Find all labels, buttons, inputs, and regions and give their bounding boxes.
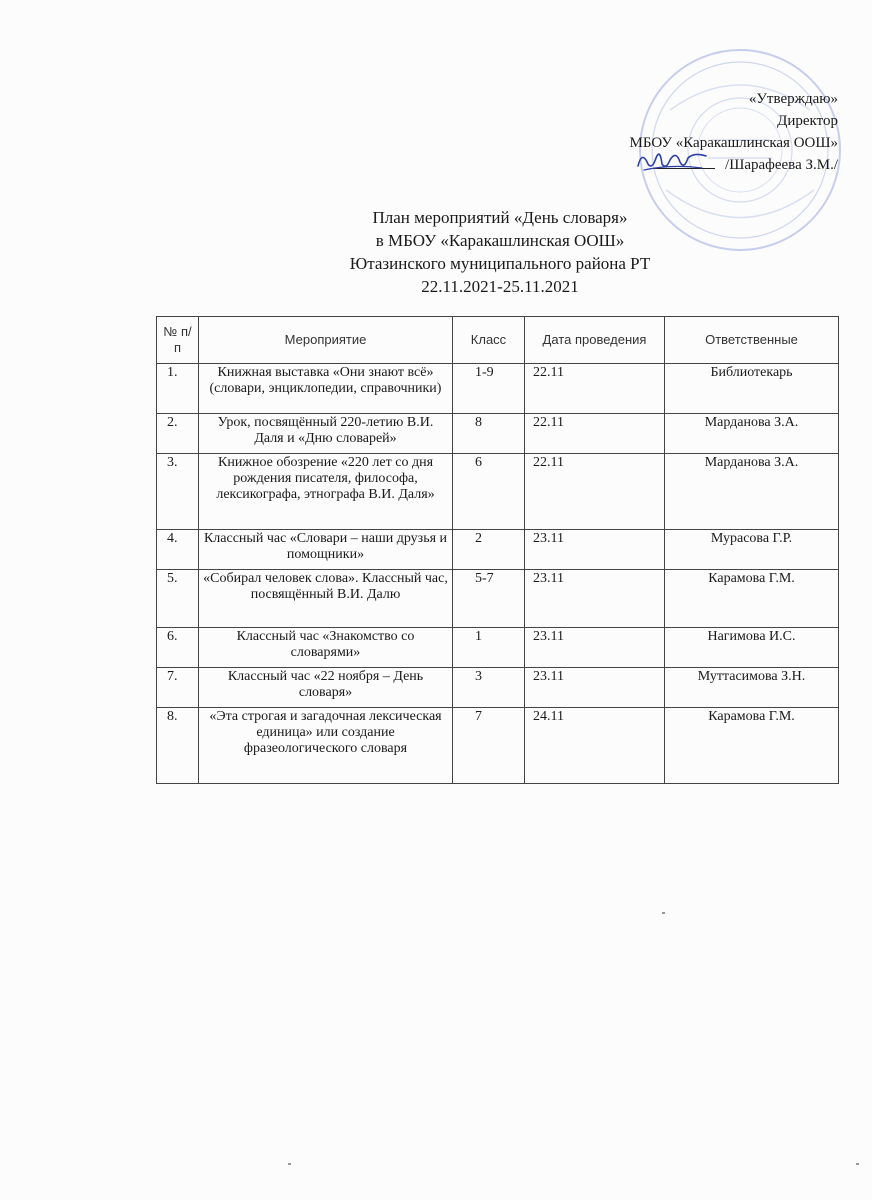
row-class: 2 xyxy=(453,530,525,570)
row-class: 5-7 xyxy=(453,570,525,628)
header-event: Мероприятие xyxy=(199,317,453,364)
row-date: 22.11 xyxy=(525,414,665,454)
row-responsible: Карамова Г.М. xyxy=(665,708,839,784)
document-title xyxy=(280,206,720,298)
title-line-2: в МБОУ «Каракашлинская ООШ» xyxy=(375,231,625,250)
row-date: 23.11 xyxy=(525,530,665,570)
header-number: № п/п xyxy=(157,317,199,364)
row-date: 24.11 xyxy=(525,708,665,784)
approval-position: Директор xyxy=(777,113,838,129)
scan-speck xyxy=(662,912,665,914)
table-row xyxy=(157,364,839,414)
table-row xyxy=(157,628,839,668)
row-event: Классный час «Словари – наши друзья и помощники» xyxy=(199,530,453,570)
row-number: 6. xyxy=(157,628,199,668)
row-event: Урок, посвящённый 220-летию В.И. Даля и «Дню словарей» xyxy=(199,414,453,454)
table-row xyxy=(157,708,839,784)
table-row xyxy=(157,454,839,530)
table-header-row xyxy=(157,317,839,364)
row-event: Книжное обозрение «220 лет со дня рождения писателя, философа, лексикографа, этнографа В.И. Даля» xyxy=(199,454,453,530)
table-row xyxy=(157,530,839,570)
row-event: Классный час «22 ноября – День словаря» xyxy=(199,668,453,708)
row-number: 2. xyxy=(157,414,199,454)
row-class: 7 xyxy=(453,708,525,784)
row-event: Классный час «Знакомство со словарями» xyxy=(199,628,453,668)
row-responsible: Библиотекарь xyxy=(665,364,839,414)
row-event: Книжная выставка «Они знают всё» (словари, энциклопедии, справочники) xyxy=(199,364,453,414)
row-date: 23.11 xyxy=(525,668,665,708)
title-line-1: План мероприятий «День словаря» xyxy=(372,208,628,227)
row-number: 8. xyxy=(157,708,199,784)
row-responsible: Мурасова Г.Р. xyxy=(665,530,839,570)
row-class: 1 xyxy=(453,628,525,668)
table-row xyxy=(157,668,839,708)
title-line-3: Ютазинского муниципального района РТ xyxy=(349,254,651,273)
row-date: 23.11 xyxy=(525,628,665,668)
approval-director-name: /Шарафеева З.М./ xyxy=(725,157,838,173)
row-class: 6 xyxy=(453,454,525,530)
row-number: 3. xyxy=(157,454,199,530)
row-date: 23.11 xyxy=(525,570,665,628)
row-date: 22.11 xyxy=(525,454,665,530)
header-class: Класс xyxy=(453,317,525,364)
row-number: 5. xyxy=(157,570,199,628)
row-number: 7. xyxy=(157,668,199,708)
row-class: 1-9 xyxy=(453,364,525,414)
scan-speck xyxy=(856,1163,859,1165)
scan-speck xyxy=(288,1163,291,1165)
row-responsible: Нагимова И.С. xyxy=(665,628,839,668)
table-row xyxy=(157,414,839,454)
row-responsible: Муттасимова З.Н. xyxy=(665,668,839,708)
row-date: 22.11 xyxy=(525,364,665,414)
row-event: «Эта строгая и загадочная лексическая единица» или создание фразеологического словаря xyxy=(199,708,453,784)
handwritten-signature xyxy=(632,140,712,180)
row-class: 8 xyxy=(453,414,525,454)
row-responsible: Марданова З.А. xyxy=(665,414,839,454)
row-number: 4. xyxy=(157,530,199,570)
events-plan-table xyxy=(156,316,839,784)
row-number: 1. xyxy=(157,364,199,414)
header-responsible: Ответственные xyxy=(665,317,839,364)
approval-school: МБОУ «Каракашлинская ООШ» xyxy=(629,135,838,151)
row-responsible: Карамова Г.М. xyxy=(665,570,839,628)
row-responsible: Марданова З.А. xyxy=(665,454,839,530)
row-event: «Собирал человек слова». Классный час, посвящённый В.И. Далю xyxy=(199,570,453,628)
row-class: 3 xyxy=(453,668,525,708)
title-dates: 22.11.2021-25.11.2021 xyxy=(421,277,579,296)
table-row xyxy=(157,570,839,628)
approval-approve: «Утверждаю» xyxy=(748,91,838,107)
header-date: Дата проведения xyxy=(525,317,665,364)
